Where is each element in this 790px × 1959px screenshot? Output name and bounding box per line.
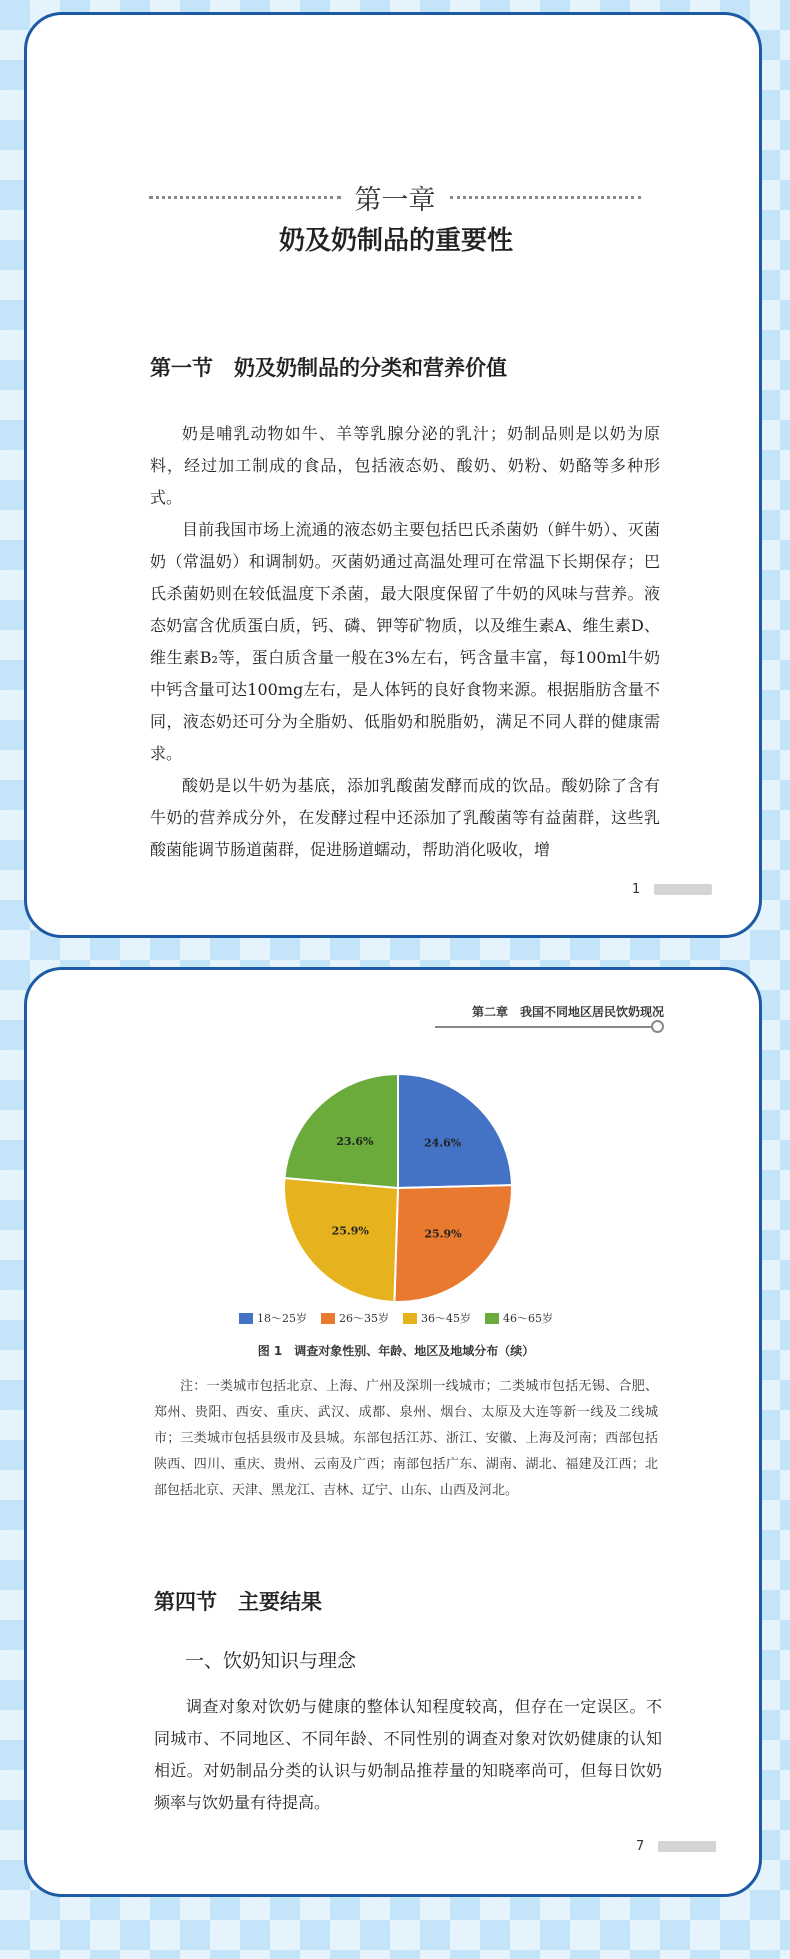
page-number: 7 [636, 1839, 645, 1854]
header-rule-circle-icon [651, 1020, 664, 1033]
pie-slice [398, 1074, 512, 1188]
slice-data-label: 24.6% [423, 1136, 462, 1150]
legend-item [321, 1310, 389, 1326]
slice-data-label: 23.6% [336, 1134, 374, 1148]
paragraph: 调查对象对饮奶与健康的整体认知程度较高，但存在一定误区。不同城市、不同地区、不同年龄、不同性别的调查对象对饮奶健康的认知相近。对奶制品分类的认识与奶制品推荐量的知晓率尚可，但每日饮奶频率与饮奶量有待提高。 [154, 1697, 662, 1812]
subsection-title: 一、饮奶知识与理念 [185, 1650, 357, 1672]
running-header: 第二章 我国不同地区居民饮奶现况 [471, 1005, 664, 1019]
paragraph: 目前我国市场上流通的液态奶主要包括巴氏杀菌奶（鲜牛奶）、灭菌奶（常温奶）和调制奶。灭菌奶通过高温处理可在常温下长期保存；巴氏杀菌奶则在较低温度下杀菌，最大限度保留了牛奶的风味与营养。液态奶富含优质蛋白质，钙、磷、钾等矿物质，以及维生素A、维生素D、维生素B₂等，蛋白质含量一般在3%左右，钙含量丰富，每100ml牛奶中钙含量可达100mg左右，是人体钙的良好食物来源。根据脂肪含量不同，液态奶还可分为全脂奶、低脂奶和脱脂奶，满足不同人群的健康需求。 [150, 520, 660, 763]
legend-label: 26～35岁 [339, 1312, 389, 1325]
legend-swatch [485, 1313, 499, 1324]
pie-slice [284, 1178, 398, 1302]
chapter-label: 第一章 [354, 184, 436, 216]
legend-swatch [403, 1313, 417, 1324]
chapter-heading [149, 180, 641, 214]
paragraph: 奶是哺乳动物如牛、羊等乳腺分泌的乳汁；奶制品则是以奶为原料，经过加工制成的食品，包括液态奶、酸奶、奶粉、奶酪等多种形式。 [150, 424, 660, 507]
page-marker-bar [654, 884, 712, 895]
body-text [154, 1691, 662, 1819]
header-rule [435, 1026, 655, 1028]
paragraph: 酸奶是以牛奶为基底，添加乳酸菌发酵而成的饮品。酸奶除了含有牛奶的营养成分外，在发酵过程中还添加了乳酸菌等有益菌群，这些乳酸菌能调节肠道菌群，促进肠道蠕动，帮助消化吸收，增 [150, 776, 660, 859]
pie-slice [284, 1074, 398, 1188]
page-number: 1 [632, 882, 641, 897]
body-text [150, 418, 660, 866]
pie-chart [280, 1070, 516, 1306]
dotted-rule-left [149, 196, 341, 199]
legend-swatch [239, 1313, 253, 1324]
page-marker-bar [658, 1841, 716, 1852]
chapter-title: 奶及奶制品的重要性 [278, 226, 513, 256]
page-footer [632, 882, 712, 897]
legend-item [403, 1310, 471, 1326]
page-card-2 [24, 967, 762, 1897]
dotted-rule-right [450, 196, 642, 199]
chart-legend [27, 1310, 765, 1326]
legend-item [485, 1310, 553, 1326]
legend-label: 46～65岁 [503, 1312, 553, 1325]
legend-swatch [321, 1313, 335, 1324]
page-card-1 [24, 12, 762, 938]
section-title: 第四节 主要结果 [154, 1590, 322, 1614]
figure-caption: 图 1 调查对象性别、年龄、地区及地域分布（续） [257, 1344, 535, 1358]
legend-label: 36～45岁 [421, 1312, 471, 1325]
section-title: 第一节 奶及奶制品的分类和营养价值 [150, 356, 507, 380]
legend-item [239, 1310, 307, 1326]
page-footer [636, 1839, 716, 1854]
note-paragraph: 注：一类城市包括北京、上海、广州及深圳一线城市；二类城市包括无锡、合肥、郑州、贵阳、西安、重庆、武汉、成都、泉州、烟台、太原及大连等新一线及二线城市；三类城市包括县级市及县城。东部包括江苏、浙江、安徽、上海及河南；西部包括陕西、四川、重庆、贵州、云南及广西；南部包括广东、湖南、湖北、福建及江西；北部包括北京、天津、黑龙江、吉林、辽宁、山东、山西及河北。 [154, 1379, 658, 1498]
slice-data-label: 25.9% [424, 1227, 462, 1241]
pie-slice [394, 1185, 512, 1302]
slice-data-label: 25.9% [331, 1224, 369, 1238]
legend-label: 18～25岁 [257, 1312, 307, 1325]
figure-note [154, 1374, 658, 1504]
